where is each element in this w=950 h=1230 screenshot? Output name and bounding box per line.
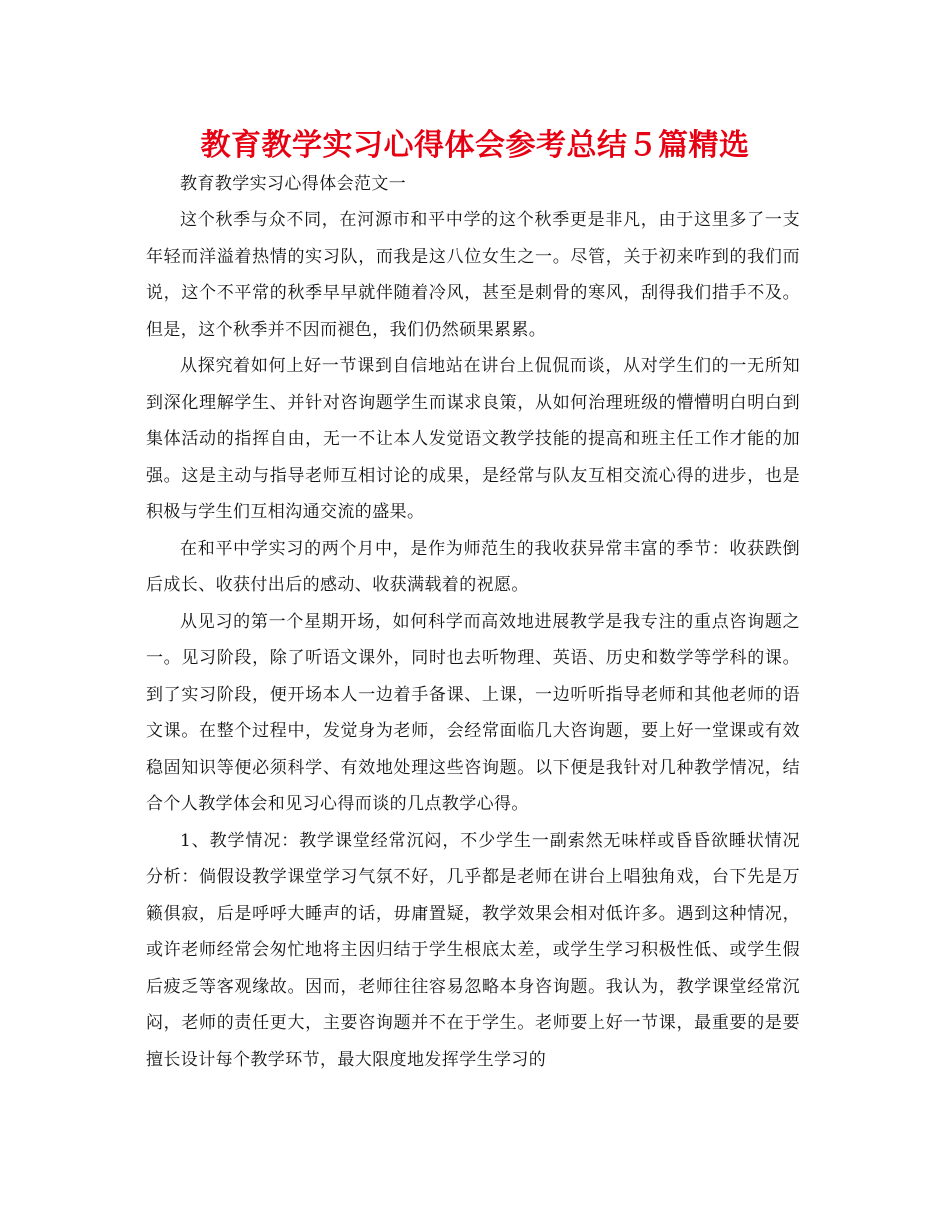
paragraph: 1、教学情况：教学课堂经常沉闷，不少学生一副索然无味样或昏昏欲睡状情况分析：倘假设教学课堂学习气氛不好，几乎都是老师在讲台上唱独角戏，台下先是万籁俱寂，后是呼呼大睡声的话，毋庸置疑，教学效果会相对低许多。遇到这种情况，或许老师经常会匆忙地将主因归结于学生根底太差，或学生学习积极性低、或学生假后疲乏等客观缘故。因而，老师往往容易忽略本身咨询题。我认为，教学课堂经常沉闷，老师的责任更大，主要咨询题并不在于学生。老师要上好一节课，最重要的是要擅长设计每个教学环节，最大限度地发挥学生学习的 xyxy=(146,830,800,1070)
section-subtitle: 教育教学实习心得体会范文一 xyxy=(180,174,407,194)
paragraph: 从见习的第一个星期开场，如何科学而高效地进展教学是我专注的重点咨询题之一。见习阶段，除了听语文课外，同时也去听物理、英语、历史和数学等学科的课。到了实习阶段，便开场本人一边着手备课、上课，一边听听指导老师和其他老师的语文课。在整个过程中，发觉身为老师，会经常面临几大咨询题，要上好一堂课或有效稳固知识等便必须科学、有效地处理这些咨询题。以下便是我针对几种教学情况，结合个人教学体会和见习心得而谈的几点教学心得。 xyxy=(146,611,800,814)
paragraph: 在和平中学实习的两个月中，是作为师范生的我收获异常丰富的季节：收获跌倒后成长、收获付出后的感动、收获满载着的祝愿。 xyxy=(146,538,800,595)
document-body xyxy=(146,166,800,1078)
paragraph: 这个秋季与众不同，在河源市和平中学的这个秋季更是非凡，由于这里多了一支年轻而洋溢着热情的实习队，而我是这八位女生之一。尽管，关于初来咋到的我们而说，这个不平常的秋季早早就伴随着冷风，甚至是刺骨的寒风，刮得我们措手不及。但是，这个秋季并不因而褪色，我们仍然硕果累累。 xyxy=(146,210,800,340)
document-title: 教育教学实习心得体会参考总结５篇精选 xyxy=(200,128,750,163)
paragraph: 从探究着如何上好一节课到自信地站在讲台上侃侃而谈，从对学生们的一无所知到深化理解学生、并针对咨询题学生而谋求良策，从如何治理班级的懵懵明白明白到集体活动的指挥自由，无一不让本人发觉语文教学技能的提高和班主任工作才能的加强。这是主动与指导老师互相讨论的成果，是经常与队友互相交流心得的进步，也是积极与学生们互相沟通交流的盛果。 xyxy=(146,356,800,522)
